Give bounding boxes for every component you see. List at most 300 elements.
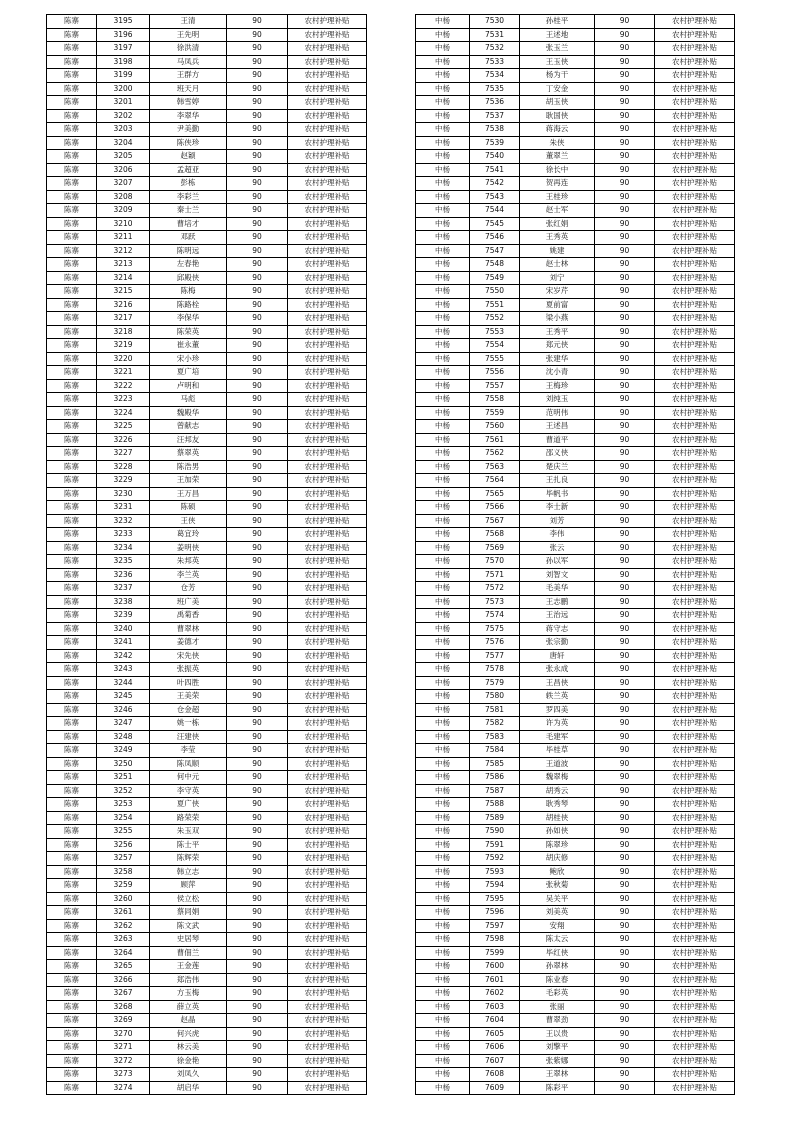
table-row (47, 420, 367, 434)
subsidy-type-cell: 农村护理补贴 (288, 825, 367, 839)
number-cell: 3217 (97, 312, 150, 326)
number-cell: 7551 (470, 298, 520, 312)
table-row (416, 123, 735, 137)
amount-cell: 90 (227, 15, 288, 29)
village-cell: 中杨 (416, 636, 470, 650)
amount-cell: 90 (595, 204, 655, 218)
amount-cell: 90 (227, 622, 288, 636)
table-row (416, 190, 735, 204)
amount-cell: 90 (595, 285, 655, 299)
amount-cell: 90 (227, 474, 288, 488)
table-row (47, 1014, 367, 1028)
subsidy-type-cell: 农村护理补贴 (655, 136, 735, 150)
name-cell: 曹翠林 (150, 622, 227, 636)
name-cell: 邱殿侠 (150, 271, 227, 285)
name-cell: 李兰英 (150, 568, 227, 582)
number-cell: 3229 (97, 474, 150, 488)
village-cell: 中杨 (416, 109, 470, 123)
number-cell: 3242 (97, 649, 150, 663)
subsidy-type-cell: 农村护理补贴 (655, 555, 735, 569)
subsidy-type-cell: 农村护理补贴 (655, 973, 735, 987)
number-cell: 7574 (470, 609, 520, 623)
table-row (416, 541, 735, 555)
number-cell: 7548 (470, 258, 520, 272)
number-cell: 7602 (470, 987, 520, 1001)
subsidy-type-cell: 农村护理补贴 (288, 595, 367, 609)
table-row (47, 1000, 367, 1014)
number-cell: 7537 (470, 109, 520, 123)
name-cell: 范明伟 (520, 406, 595, 420)
number-cell: 3243 (97, 663, 150, 677)
village-cell: 中杨 (416, 339, 470, 353)
table-row (416, 960, 735, 974)
table-row (47, 690, 367, 704)
number-cell: 7591 (470, 838, 520, 852)
amount-cell: 90 (227, 973, 288, 987)
table-row (416, 528, 735, 542)
table-row (47, 406, 367, 420)
table-row (416, 892, 735, 906)
name-cell: 夏广侠 (150, 798, 227, 812)
amount-cell: 90 (227, 730, 288, 744)
table-row (47, 649, 367, 663)
name-cell: 王秀平 (520, 325, 595, 339)
subsidy-type-cell: 农村护理补贴 (288, 676, 367, 690)
amount-cell: 90 (595, 690, 655, 704)
number-cell: 7531 (470, 28, 520, 42)
table-row (47, 1081, 367, 1095)
number-cell: 7583 (470, 730, 520, 744)
subsidy-type-cell: 农村护理补贴 (655, 231, 735, 245)
amount-cell: 90 (227, 514, 288, 528)
number-cell: 7592 (470, 852, 520, 866)
amount-cell: 90 (227, 69, 288, 83)
amount-cell: 90 (595, 433, 655, 447)
table-row (416, 1027, 735, 1041)
village-cell: 陈寨 (47, 123, 97, 137)
village-cell: 陈寨 (47, 420, 97, 434)
village-cell: 陈寨 (47, 798, 97, 812)
subsidy-type-cell: 农村护理补贴 (655, 676, 735, 690)
name-cell: 姚建 (520, 244, 595, 258)
amount-cell: 90 (595, 946, 655, 960)
number-cell: 7543 (470, 190, 520, 204)
number-cell: 7545 (470, 217, 520, 231)
amount-cell: 90 (595, 109, 655, 123)
subsidy-type-cell: 农村护理补贴 (655, 892, 735, 906)
number-cell: 7530 (470, 15, 520, 29)
amount-cell: 90 (595, 420, 655, 434)
village-cell: 陈寨 (47, 987, 97, 1001)
number-cell: 7567 (470, 514, 520, 528)
subsidy-type-cell: 农村护理补贴 (288, 217, 367, 231)
amount-cell: 90 (227, 717, 288, 731)
number-cell: 3218 (97, 325, 150, 339)
name-cell: 蒋海云 (520, 123, 595, 137)
subsidy-type-cell: 农村护理补贴 (655, 42, 735, 56)
table-row (416, 474, 735, 488)
village-cell: 中杨 (416, 919, 470, 933)
amount-cell: 90 (227, 406, 288, 420)
amount-cell: 90 (595, 15, 655, 29)
village-cell: 陈寨 (47, 325, 97, 339)
village-cell: 中杨 (416, 487, 470, 501)
amount-cell: 90 (227, 528, 288, 542)
subsidy-type-cell: 农村护理补贴 (288, 163, 367, 177)
table-row (416, 82, 735, 96)
table-row (47, 744, 367, 758)
number-cell: 3228 (97, 460, 150, 474)
amount-cell: 90 (595, 82, 655, 96)
name-cell: 陈硕 (150, 501, 227, 515)
name-cell: 班广美 (150, 595, 227, 609)
subsidy-type-cell: 农村护理补贴 (288, 514, 367, 528)
name-cell: 刘美英 (520, 906, 595, 920)
number-cell: 3213 (97, 258, 150, 272)
subsidy-type-cell: 农村护理补贴 (288, 312, 367, 326)
table-row (47, 852, 367, 866)
name-cell: 毛美华 (520, 582, 595, 596)
subsidy-type-cell: 农村护理补贴 (288, 717, 367, 731)
village-cell: 中杨 (416, 42, 470, 56)
number-cell: 3208 (97, 190, 150, 204)
subsidy-type-cell: 农村护理补贴 (655, 298, 735, 312)
amount-cell: 90 (595, 541, 655, 555)
amount-cell: 90 (227, 501, 288, 515)
table-row (416, 636, 735, 650)
village-cell: 陈寨 (47, 298, 97, 312)
number-cell: 3216 (97, 298, 150, 312)
subsidy-type-cell: 农村护理补贴 (655, 879, 735, 893)
table-row (416, 501, 735, 515)
subsidy-type-cell: 农村护理补贴 (288, 204, 367, 218)
number-cell: 3269 (97, 1014, 150, 1028)
table-row (416, 312, 735, 326)
amount-cell: 90 (227, 487, 288, 501)
subsidy-type-cell: 农村护理补贴 (288, 568, 367, 582)
village-cell: 中杨 (416, 717, 470, 731)
subsidy-type-cell: 农村护理补贴 (655, 649, 735, 663)
name-cell: 王清 (150, 15, 227, 29)
number-cell: 3219 (97, 339, 150, 353)
table-row (47, 379, 367, 393)
subsidy-type-cell: 农村护理补贴 (655, 312, 735, 326)
name-cell: 林云美 (150, 1041, 227, 1055)
amount-cell: 90 (227, 757, 288, 771)
name-cell: 朱侠 (520, 136, 595, 150)
number-cell: 3207 (97, 177, 150, 191)
subsidy-type-cell: 农村护理补贴 (655, 339, 735, 353)
subsidy-type-cell: 农村护理补贴 (288, 55, 367, 69)
table-row (47, 865, 367, 879)
amount-cell: 90 (595, 798, 655, 812)
subsidy-type-cell: 农村护理补贴 (288, 946, 367, 960)
village-cell: 陈寨 (47, 474, 97, 488)
village-cell: 陈寨 (47, 555, 97, 569)
subsidy-type-cell: 农村护理补贴 (288, 757, 367, 771)
name-cell: 孟超亚 (150, 163, 227, 177)
amount-cell: 90 (227, 744, 288, 758)
village-cell: 陈寨 (47, 879, 97, 893)
number-cell: 7535 (470, 82, 520, 96)
name-cell: 赵晶 (150, 1014, 227, 1028)
village-cell: 中杨 (416, 433, 470, 447)
name-cell: 仓金超 (150, 703, 227, 717)
table-row (47, 433, 367, 447)
number-cell: 7604 (470, 1014, 520, 1028)
table-row (416, 217, 735, 231)
name-cell: 曹培才 (150, 217, 227, 231)
subsidy-type-cell: 农村护理补贴 (288, 919, 367, 933)
village-cell: 陈寨 (47, 730, 97, 744)
name-cell: 李保华 (150, 312, 227, 326)
amount-cell: 90 (227, 136, 288, 150)
amount-cell: 90 (227, 82, 288, 96)
subsidy-type-cell: 农村护理补贴 (288, 190, 367, 204)
amount-cell: 90 (227, 28, 288, 42)
right-roster-table (415, 14, 735, 1095)
village-cell: 中杨 (416, 825, 470, 839)
number-cell: 7556 (470, 366, 520, 380)
number-cell: 3251 (97, 771, 150, 785)
name-cell: 轶兰英 (520, 690, 595, 704)
name-cell: 秦士兰 (150, 204, 227, 218)
number-cell: 3249 (97, 744, 150, 758)
village-cell: 陈寨 (47, 271, 97, 285)
subsidy-type-cell: 农村护理补贴 (655, 717, 735, 731)
village-cell: 中杨 (416, 595, 470, 609)
village-cell: 中杨 (416, 906, 470, 920)
table-row (416, 447, 735, 461)
subsidy-type-cell: 农村护理补贴 (655, 987, 735, 1001)
subsidy-type-cell: 农村护理补贴 (655, 447, 735, 461)
village-cell: 陈寨 (47, 1027, 97, 1041)
name-cell: 朱邦英 (150, 555, 227, 569)
name-cell: 魏殿华 (150, 406, 227, 420)
amount-cell: 90 (595, 460, 655, 474)
name-cell: 何兴虎 (150, 1027, 227, 1041)
number-cell: 3244 (97, 676, 150, 690)
table-row (47, 1027, 367, 1041)
subsidy-type-cell: 农村护理补贴 (655, 15, 735, 29)
name-cell: 夏前富 (520, 298, 595, 312)
name-cell: 左春艳 (150, 258, 227, 272)
amount-cell: 90 (595, 96, 655, 110)
village-cell: 中杨 (416, 177, 470, 191)
subsidy-type-cell: 农村护理补贴 (288, 838, 367, 852)
name-cell: 张玉兰 (520, 42, 595, 56)
table-row (47, 919, 367, 933)
table-row (47, 717, 367, 731)
village-cell: 中杨 (416, 1041, 470, 1055)
subsidy-type-cell: 农村护理补贴 (655, 838, 735, 852)
village-cell: 陈寨 (47, 1000, 97, 1014)
name-cell: 李翠华 (150, 109, 227, 123)
table-row (47, 906, 367, 920)
number-cell: 7598 (470, 933, 520, 947)
name-cell: 顾萍 (150, 879, 227, 893)
number-cell: 7606 (470, 1041, 520, 1055)
number-cell: 7562 (470, 447, 520, 461)
village-cell: 中杨 (416, 447, 470, 461)
table-row (416, 555, 735, 569)
name-cell: 赵士军 (520, 204, 595, 218)
number-cell: 3225 (97, 420, 150, 434)
number-cell: 7541 (470, 163, 520, 177)
table-row (416, 973, 735, 987)
village-cell: 陈寨 (47, 163, 97, 177)
name-cell: 刘凤久 (150, 1068, 227, 1082)
number-cell: 7554 (470, 339, 520, 353)
number-cell: 3265 (97, 960, 150, 974)
table-row (47, 163, 367, 177)
table-row (47, 514, 367, 528)
subsidy-type-cell: 农村护理补贴 (288, 393, 367, 407)
village-cell: 中杨 (416, 366, 470, 380)
village-cell: 陈寨 (47, 82, 97, 96)
name-cell: 罗四美 (520, 703, 595, 717)
village-cell: 陈寨 (47, 15, 97, 29)
number-cell: 7601 (470, 973, 520, 987)
subsidy-type-cell: 农村护理补贴 (655, 352, 735, 366)
table-row (416, 352, 735, 366)
number-cell: 7605 (470, 1027, 520, 1041)
village-cell: 陈寨 (47, 177, 97, 191)
name-cell: 王道波 (520, 757, 595, 771)
name-cell: 陈文武 (150, 919, 227, 933)
amount-cell: 90 (227, 946, 288, 960)
amount-cell: 90 (595, 393, 655, 407)
table-row (47, 1054, 367, 1068)
subsidy-type-cell: 农村护理补贴 (288, 541, 367, 555)
name-cell: 刘宁 (520, 271, 595, 285)
table-row (416, 244, 735, 258)
village-cell: 陈寨 (47, 609, 97, 623)
amount-cell: 90 (595, 487, 655, 501)
table-row (47, 96, 367, 110)
number-cell: 3197 (97, 42, 150, 56)
village-cell: 中杨 (416, 258, 470, 272)
amount-cell: 90 (227, 447, 288, 461)
number-cell: 7550 (470, 285, 520, 299)
table-row (47, 838, 367, 852)
name-cell: 陈荣英 (150, 325, 227, 339)
name-cell: 夏广培 (150, 366, 227, 380)
number-cell: 3252 (97, 784, 150, 798)
village-cell: 陈寨 (47, 933, 97, 947)
name-cell: 王治远 (520, 609, 595, 623)
amount-cell: 90 (227, 325, 288, 339)
subsidy-type-cell: 农村护理补贴 (288, 352, 367, 366)
subsidy-type-cell: 农村护理补贴 (655, 433, 735, 447)
table-row (416, 69, 735, 83)
number-cell: 7593 (470, 865, 520, 879)
table-row (47, 123, 367, 137)
amount-cell: 90 (595, 514, 655, 528)
village-cell: 陈寨 (47, 217, 97, 231)
amount-cell: 90 (227, 595, 288, 609)
name-cell: 宋岁芹 (520, 285, 595, 299)
amount-cell: 90 (595, 379, 655, 393)
village-cell: 中杨 (416, 730, 470, 744)
number-cell: 3233 (97, 528, 150, 542)
amount-cell: 90 (595, 568, 655, 582)
village-cell: 陈寨 (47, 568, 97, 582)
number-cell: 7597 (470, 919, 520, 933)
amount-cell: 90 (227, 420, 288, 434)
subsidy-type-cell: 农村护理补贴 (655, 757, 735, 771)
name-cell: 仓芳 (150, 582, 227, 596)
table-row (47, 555, 367, 569)
number-cell: 3211 (97, 231, 150, 245)
name-cell: 王万昌 (150, 487, 227, 501)
village-cell: 中杨 (416, 1000, 470, 1014)
subsidy-type-cell: 农村护理补贴 (288, 1027, 367, 1041)
village-cell: 中杨 (416, 987, 470, 1001)
number-cell: 7560 (470, 420, 520, 434)
village-cell: 中杨 (416, 69, 470, 83)
number-cell: 3200 (97, 82, 150, 96)
subsidy-type-cell: 农村护理补贴 (655, 501, 735, 515)
name-cell: 方玉梅 (150, 987, 227, 1001)
name-cell: 郑元侠 (520, 339, 595, 353)
table-row (416, 690, 735, 704)
table-row (416, 1014, 735, 1028)
village-cell: 中杨 (416, 771, 470, 785)
number-cell: 7609 (470, 1081, 520, 1095)
name-cell: 汪建侠 (150, 730, 227, 744)
subsidy-type-cell: 农村护理补贴 (655, 919, 735, 933)
subsidy-type-cell: 农村护理补贴 (655, 379, 735, 393)
number-cell: 7536 (470, 96, 520, 110)
name-cell: 刘纯玉 (520, 393, 595, 407)
table-row (47, 325, 367, 339)
subsidy-type-cell: 农村护理补贴 (288, 447, 367, 461)
subsidy-type-cell: 农村护理补贴 (655, 622, 735, 636)
amount-cell: 90 (227, 690, 288, 704)
village-cell: 中杨 (416, 933, 470, 947)
name-cell: 耿国侠 (520, 109, 595, 123)
amount-cell: 90 (227, 231, 288, 245)
table-row (416, 325, 735, 339)
table-row (47, 474, 367, 488)
village-cell: 中杨 (416, 1054, 470, 1068)
village-cell: 陈寨 (47, 838, 97, 852)
name-cell: 王先明 (150, 28, 227, 42)
number-cell: 7561 (470, 433, 520, 447)
name-cell: 蔡同娟 (150, 906, 227, 920)
village-cell: 陈寨 (47, 447, 97, 461)
amount-cell: 90 (227, 987, 288, 1001)
table-row (47, 811, 367, 825)
amount-cell: 90 (227, 568, 288, 582)
subsidy-type-cell: 农村护理补贴 (288, 379, 367, 393)
number-cell: 7584 (470, 744, 520, 758)
name-cell: 安翔 (520, 919, 595, 933)
name-cell: 毛彩英 (520, 987, 595, 1001)
amount-cell: 90 (227, 1068, 288, 1082)
subsidy-type-cell: 农村护理补贴 (288, 771, 367, 785)
subsidy-type-cell: 农村护理补贴 (655, 204, 735, 218)
village-cell: 中杨 (416, 460, 470, 474)
name-cell: 邓跃 (150, 231, 227, 245)
table-row (47, 28, 367, 42)
name-cell: 陈凤顺 (150, 757, 227, 771)
table-row (416, 298, 735, 312)
number-cell: 3261 (97, 906, 150, 920)
subsidy-type-cell: 农村护理补贴 (288, 339, 367, 353)
number-cell: 3236 (97, 568, 150, 582)
